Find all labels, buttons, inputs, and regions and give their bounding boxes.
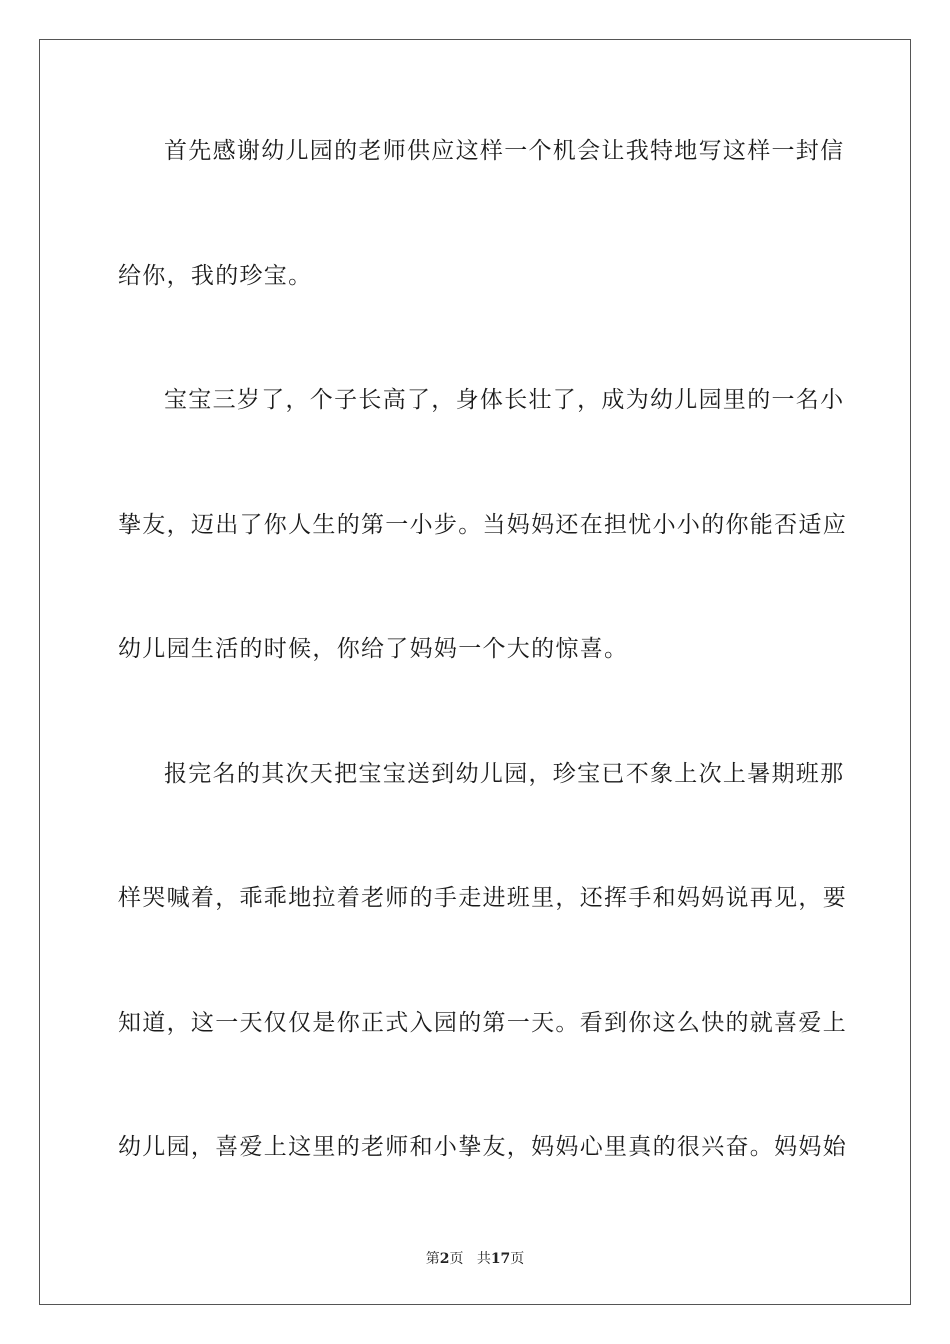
paragraph-1-line-2: 给你，我的珍宝。: [118, 263, 313, 289]
paragraph-3-line-4: 幼儿园，喜爱上这里的老师和小挚友，妈妈心里真的很兴奋。妈妈始: [118, 1134, 847, 1160]
paragraph-3-line-2: 样哭喊着，乖乖地拉着老师的手走进班里，还挥手和妈妈说再见，要: [118, 885, 847, 911]
total-prefix: 共: [476, 1251, 491, 1267]
total-pages: 17: [490, 1251, 511, 1267]
page-number: 2: [439, 1251, 450, 1267]
paragraph-2-line-3: 幼儿园生活的时候，你给了妈妈一个大的惊喜。: [118, 636, 629, 662]
total-suffix: 页: [510, 1251, 525, 1267]
page-footer: [0, 1248, 950, 1268]
page-suffix: 页: [449, 1251, 464, 1267]
paragraph-2-line-2: 挚友，迈出了你人生的第一小步。当妈妈还在担忧小小的你能否适应: [118, 512, 847, 538]
paragraph-1-line-1: 首先感谢幼儿园的老师供应这样一个机会让我特地写这样一封信: [164, 138, 845, 164]
page-frame: [39, 39, 911, 1305]
paragraph-3-line-3: 知道，这一天仅仅是你正式入园的第一天。看到你这么快的就喜爱上: [118, 1010, 847, 1036]
paragraph-3-line-1: 报完名的其次天把宝宝送到幼儿园，珍宝已不象上次上暑期班那: [164, 761, 845, 787]
paragraph-2-line-1: 宝宝三岁了，个子长高了，身体长壮了，成为幼儿园里的一名小: [164, 387, 845, 413]
page-prefix: 第: [425, 1251, 440, 1267]
